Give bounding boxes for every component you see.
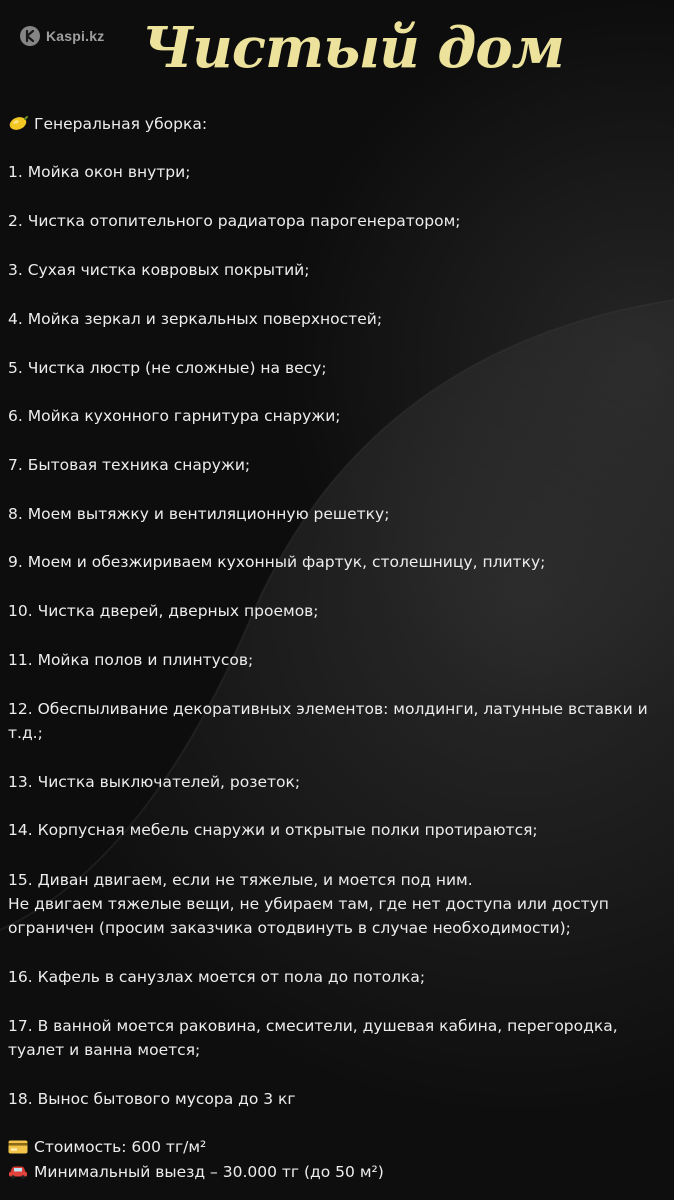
list-item: 4. Мойка зеркал и зеркальных поверхностей; [8, 310, 383, 328]
list-item: 5. Чистка люстр (не сложные) на весу; [8, 359, 327, 377]
list-item: 15. Диван двигаем, если не тяжелые, и моется под ним. [8, 871, 473, 889]
price-line [8, 1135, 206, 1161]
price-text: Стоимость: 600 тг/м² [34, 1138, 207, 1156]
list-item: 17. В ванной моется раковина, смесители, душевая кабина, перегородка, туалет и ванна моется; [8, 1017, 618, 1059]
list-item: 18. Вынос бытового мусора до 3 кг [8, 1090, 296, 1108]
watermark-text: Kaspi.kz [46, 28, 105, 44]
list-item: 16. Кафель в санузлах моется от пола до потолка; [8, 968, 426, 986]
page-title: Чистый дом [142, 15, 564, 81]
list-item: 13. Чистка выключателей, розеток; [8, 773, 301, 791]
section-header [8, 112, 207, 138]
list-item: 1. Мойка окон внутри; [8, 163, 191, 181]
list-item: 9. Моем и обезжириваем кухонный фартук, столешницу, плитку; [8, 553, 546, 571]
credit-card-icon [8, 1137, 28, 1161]
list-item: 2. Чистка отопительного радиатора парогенератором; [8, 212, 461, 230]
minimum-order-line [8, 1160, 384, 1186]
list-item: 14. Корпусная мебель снаружи и открытые полки протираются; [8, 821, 538, 839]
kaspi-watermark [20, 26, 104, 46]
list-item: 12. Обеспыливание декоративных элементов: молдинги, латунные вставки и т.д.; [8, 700, 648, 742]
list-item: 11. Мойка полов и плинтусов; [8, 651, 254, 669]
kaspi-logo-icon [20, 26, 40, 46]
list-item: 3. Сухая чистка ковровых покрытий; [8, 261, 310, 279]
list-item: 8. Моем вытяжку и вентиляционную решетку; [8, 505, 390, 523]
section-header-text: Генеральная уборка: [34, 115, 208, 133]
car-icon [8, 1162, 28, 1186]
list-item-note: Не двигаем тяжелые вещи, не убираем там, где нет доступа или доступ ограничен (просим заказчика отодвинуть в случае необходимости); [8, 895, 609, 937]
list-item: 7. Бытовая техника снаружи; [8, 456, 251, 474]
list-item: 10. Чистка дверей, дверных проемов; [8, 602, 319, 620]
lemon-icon [8, 114, 28, 138]
list-item: 6. Мойка кухонного гарнитура снаружи; [8, 407, 341, 425]
minimum-order-text: Минимальный выезд – 30.000 тг (до 50 м²) [34, 1163, 384, 1181]
